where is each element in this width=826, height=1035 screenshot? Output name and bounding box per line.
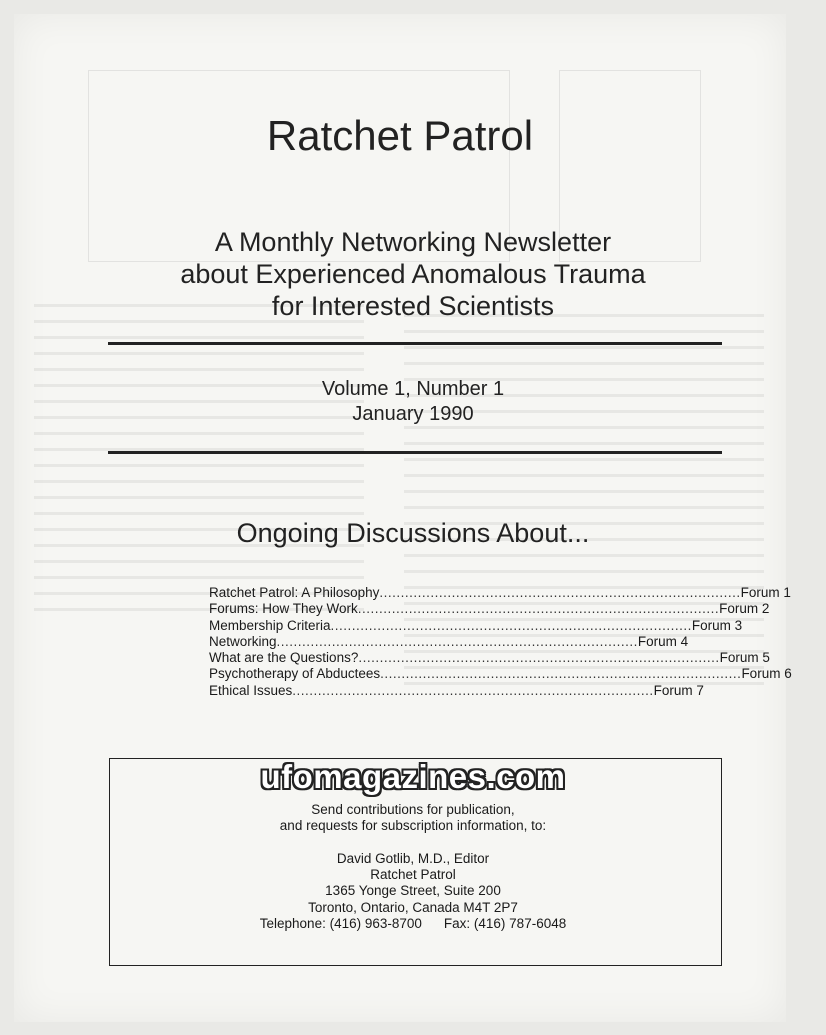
- toc-leader: .....................................................................................: [357, 601, 720, 617]
- toc-forum: Forum 3: [691, 617, 743, 633]
- issue-info: [0, 377, 826, 427]
- volume-number: Volume 1, Number 1: [321, 378, 505, 400]
- newsletter-title: Ratchet Patrol: [266, 112, 534, 159]
- toc-label: Psychotherapy of Abductees: [209, 666, 381, 682]
- publication-name: Ratchet Patrol: [370, 867, 456, 883]
- toc-entry: [209, 650, 770, 666]
- subtitle-line: about Experienced Anomalous Trauma: [180, 259, 646, 289]
- discussions-heading: Ongoing Discussions About...: [236, 518, 590, 548]
- toc-forum: Forum 6: [741, 666, 792, 682]
- toc-leader: .....................................................................................: [292, 682, 654, 698]
- toc-label: Forums: How They Work: [209, 601, 358, 617]
- issue-date: January 1990: [352, 403, 474, 425]
- toc-leader: .....................................................................................: [379, 585, 741, 600]
- toc-entry: [209, 585, 791, 601]
- instruction-line: and requests for subscription information, to:: [279, 818, 547, 833]
- fax: Fax: (416) 787-6048: [443, 915, 567, 931]
- toc-leader: .....................................................................................: [330, 617, 692, 633]
- toc-leader: .....................................................................................: [358, 650, 720, 666]
- subtitle-line: for Interested Scientists: [271, 291, 555, 321]
- toc-label: Networking: [209, 633, 277, 649]
- toc-label: Ratchet Patrol: A Philosophy: [209, 585, 380, 600]
- toc-forum: Forum 4: [637, 633, 689, 649]
- newsletter-subtitle: [0, 226, 826, 322]
- subtitle-line: A Monthly Networking Newsletter: [214, 227, 612, 257]
- submission-instructions: [0, 802, 826, 834]
- toc-entry: [209, 666, 792, 682]
- bottom-divider: [108, 451, 722, 454]
- toc-forum: Forum 7: [653, 682, 704, 698]
- toc-forum: Forum 2: [719, 601, 770, 617]
- toc-entry: [209, 601, 770, 617]
- telephone: Telephone: (416) 963-8700: [259, 915, 422, 931]
- editor-name: David Gotlib, M.D., Editor: [336, 851, 490, 866]
- bleed-through-lines: [34, 304, 364, 624]
- table-of-contents: [209, 585, 792, 699]
- toc-forum: Forum 1: [740, 585, 791, 600]
- instruction-line: Send contributions for publication,: [311, 802, 515, 817]
- toc-leader: .....................................................................................: [276, 633, 638, 649]
- toc-label: What are the Questions?: [209, 650, 359, 666]
- editor-address: [0, 851, 826, 932]
- site-watermark: ufomagazines.com: [260, 758, 566, 795]
- street-address: 1365 Yonge Street, Suite 200: [325, 883, 501, 899]
- phone-fax-line: [0, 916, 826, 932]
- toc-entry: [209, 682, 704, 699]
- toc-entry: [209, 633, 689, 650]
- toc-leader: .....................................................................................: [380, 666, 742, 682]
- toc-label: Ethical Issues: [209, 682, 293, 698]
- toc-forum: Forum 5: [719, 650, 770, 666]
- toc-label: Membership Criteria: [209, 617, 331, 633]
- toc-entry: [209, 617, 743, 634]
- top-divider: [108, 342, 722, 345]
- city-address: Toronto, Ontario, Canada M4T 2P7: [308, 899, 518, 915]
